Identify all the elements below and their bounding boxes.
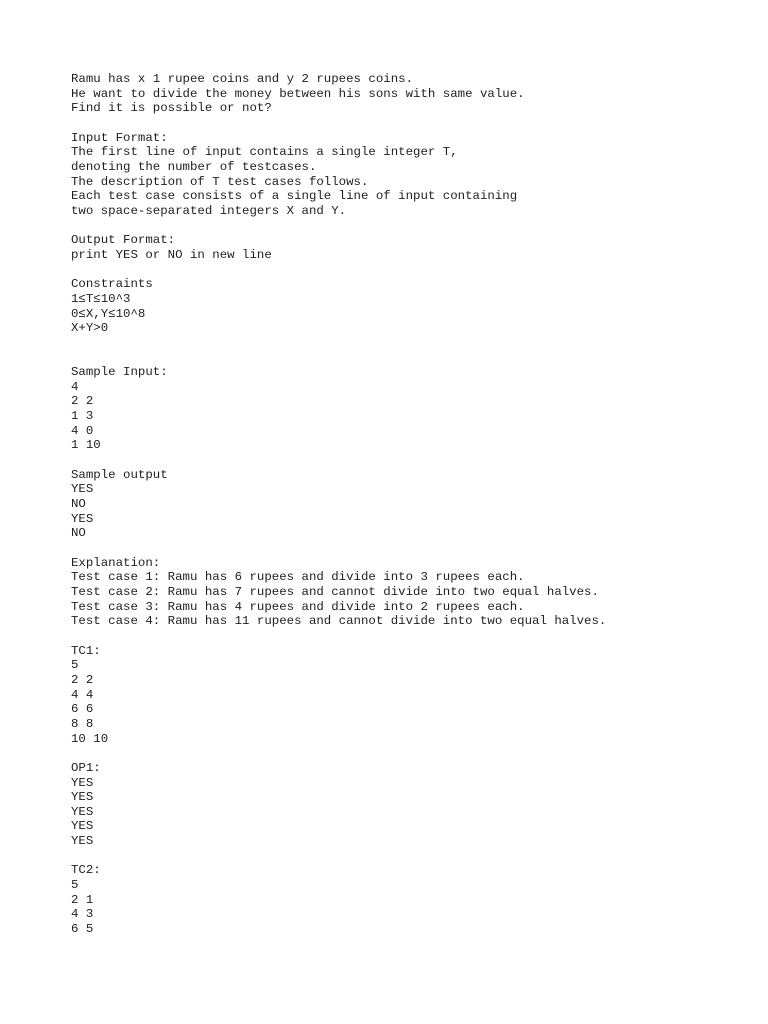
problem-statement-text: Ramu has x 1 rupee coins and y 2 rupees coins. He want to divide the money between his sons with same value. Find it is possible or not? Input Format: The first line of input contains a single integer T, denoting the number of testcases. The description of T test cases follows. Each test case consists of a single line of input containing two space-separated integers X and Y. Output Format: print YES or NO in new line Constraints 1≤T≤10^3 0≤X,Y≤10^8 X+Y>0 Sample Input: 4 2 2 1 3 4 0 1 10 Sample output YES NO YES NO Explanation: Test case 1: Ramu has 6 rupees and divide into 3 rupees each. Test case 2: Ramu has 7 rupees and cannot divide into two equal halves. Test case 3: Ramu has 4 rupees and divide into 2 rupees each. Test case 4: Ramu has 11 rupees and cannot divide into two equal halves. TC1: 5 2 2 4 4 6 6 8 8 10 10 OP1: YES YES YES YES YES TC2: 5 2 1 4 3 6 5 xyxy=(71,72,607,937)
document-page xyxy=(71,72,751,937)
